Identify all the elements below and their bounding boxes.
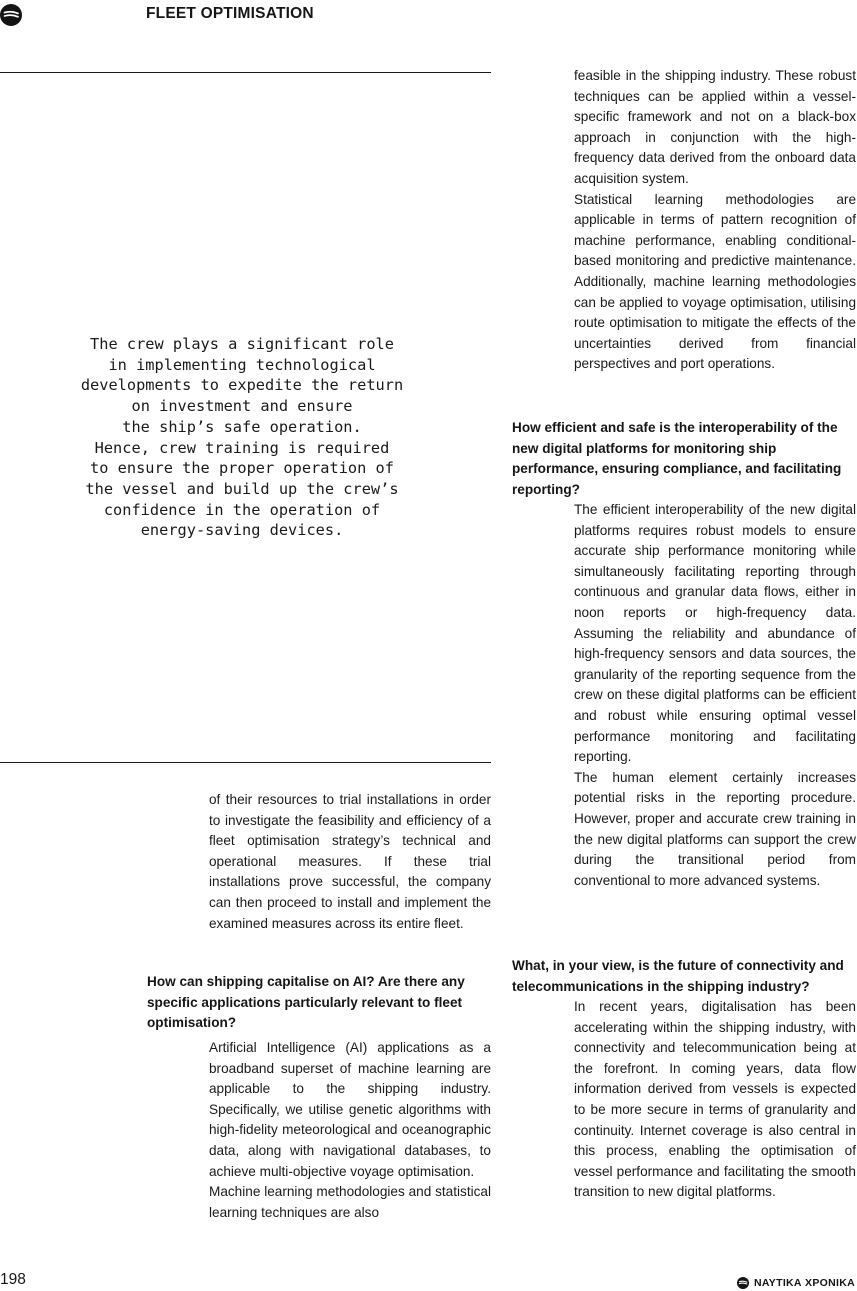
body-paragraph: Artificial Intelligence (AI) applications as a broadband superset of machine learning are applicable to the shipping industry. Specifically, we utilise genetic algorithms with high-fidelity meteorological and oceanographic data, along with navigational databases, to achieve multi-objective voyage optimisation. — [209, 1040, 491, 1179]
pull-quote-line: The crew plays a significant role — [90, 335, 394, 353]
body-paragraph: The human element certainly increases potential risks in the reporting procedure. However, proper and accurate crew training in the new digital platforms can support the crew during the transitional period from conventional to more advanced systems. — [574, 769, 856, 888]
pull-quote-line: on investment and ensure — [131, 397, 353, 416]
body-paragraph: Machine learning methodologies and statistical learning techniques are also — [209, 1184, 491, 1220]
pull-quote-line: the vessel and build up the crew’s — [85, 479, 399, 498]
pull-quote-top-rule — [0, 72, 491, 73]
section-title: FLEET OPTIMISATION — [146, 5, 314, 22]
question-interop-block — [512, 418, 857, 500]
pull-quote-bottom-rule — [0, 762, 491, 763]
pull-quote-line: developments to expedite the return — [80, 376, 404, 395]
question-connectivity-block — [512, 956, 857, 997]
body-paragraph: In recent years, digitalisation has been accelerating within the shipping industry, with connectivity and telecommunication being at the forefront. In coming years, data flow information derived from vessels is expected to be more secure in terms of granularity and continuity. Internet coverage is also central in this process, enabling the optimisation of vessel performance and facilitating the smooth transition to new digital platforms. — [574, 999, 856, 1200]
publication-name: ΝΑΥΤΙΚΑ ΧΡΟΝΙΚΑ — [754, 1277, 855, 1289]
body-paragraph: feasible in the shipping industry. These robust techniques can be applied within a vessel-specific framework and not on a black-box approach in conjunction with the high-frequency data derived from the onboard data acquisition system. — [574, 68, 856, 186]
body-paragraph: of their resources to trial installations in order to investigate the feasibility and efficiency of a fleet optimisation strategy’s technical and operational measures. If these trial installations prove successful, the company can then proceed to install and implement the examined measures across its entire fleet. — [209, 792, 491, 931]
left-intro-block — [209, 790, 491, 934]
pull-quote-line: in implementing technological — [108, 355, 376, 374]
publication-logo-icon — [0, 4, 22, 26]
interview-question: What, in your view, is the future of connectivity and telecommunications in the shipping industry? — [512, 958, 844, 994]
body-paragraph: Statistical learning methodologies are applicable in terms of pattern recognition of machine performance, enabling conditional-based monitoring and predictive maintenance. Additionally, machine learning methodologies can be applied to voyage optimisation, utilising route optimisation to mitigate the effects of the uncertainties derived from financial perspectives and port operations. — [574, 191, 856, 372]
pull-quote-line: confidence in the operation of — [103, 500, 381, 519]
right-continued-block — [574, 66, 856, 375]
page-number: 198 — [0, 1271, 26, 1288]
interview-question: How efficient and safe is the interoperability of the new digital platforms for monitoring ship performance, ensuring compliance, and facilitating reporting? — [512, 420, 842, 497]
pull-quote-line: to ensure the proper operation of — [90, 459, 394, 478]
publication-logo-icon — [737, 1277, 749, 1289]
pull-quote-line: the ship’s safe operation. — [122, 417, 362, 436]
pull-quote — [62, 334, 422, 541]
pull-quote-line: energy-saving devices. — [140, 521, 344, 540]
footer-publication-brand — [737, 1276, 855, 1290]
answer-interop-block — [574, 500, 856, 891]
pull-quote-line: Hence, crew training is required — [94, 438, 390, 457]
question-ai-block — [147, 972, 492, 1034]
body-paragraph: The efficient interoperability of the new digital platforms requires robust models to ensure accurate ship performance monitoring while simultaneously facilitating reporting through continuous and granular data flows, either in noon reports or high-frequency data. Assuming the reliability and abundance of high-frequency sensors and data sources, the granularity of the reporting sequence from the crew on these digital platforms can be efficient and robust while ensuring optimal vessel performance monitoring and facilitating reporting. — [574, 502, 856, 765]
answer-connectivity-block — [574, 997, 856, 1203]
interview-question: How can shipping capitalise on AI? Are there any specific applications particularly relevant to fleet optimisation? — [147, 974, 465, 1031]
answer-ai-block — [209, 1038, 491, 1223]
